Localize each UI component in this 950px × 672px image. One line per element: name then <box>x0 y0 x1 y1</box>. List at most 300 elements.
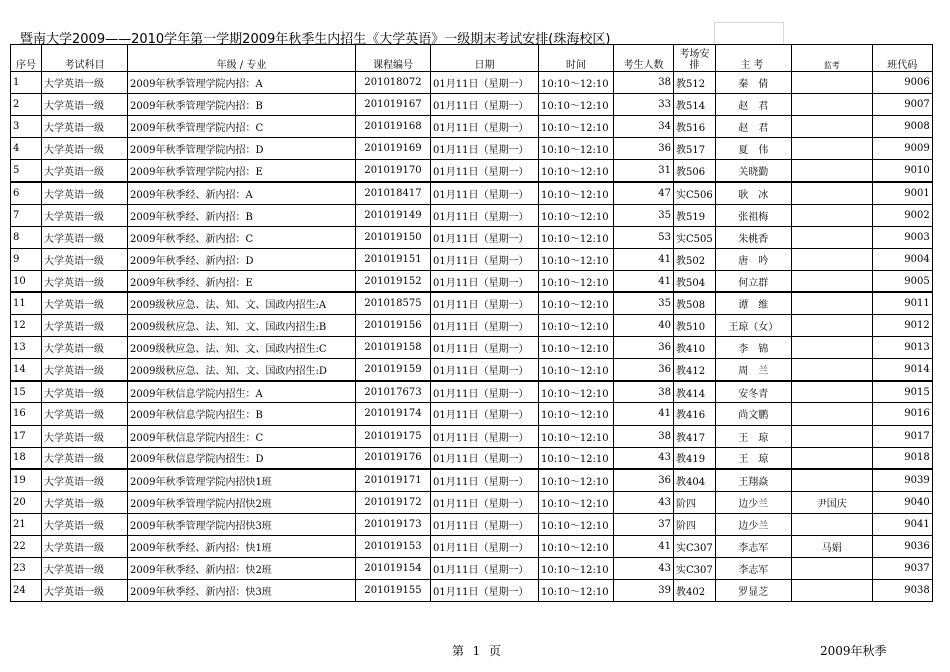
cell-date: 01月11日（星期一） <box>431 270 539 292</box>
cell-course-code: 201018417 <box>356 182 431 204</box>
cell-class-code: 9041 <box>872 513 932 535</box>
cell-supervisor: 秦 倩 <box>715 72 791 94</box>
cell-date: 01月11日（星期一） <box>431 491 539 513</box>
cell-course-code: 201019174 <box>356 403 431 425</box>
table-row <box>11 425 933 447</box>
cell-count: 41 <box>614 403 674 425</box>
cell-count: 38 <box>614 425 674 447</box>
cell-subject: 大学英语一级 <box>42 292 128 314</box>
cell-seq: 19 <box>11 469 42 491</box>
cell-course-code: 201019173 <box>356 513 431 535</box>
table-row <box>11 447 933 469</box>
cell-time: 10:10～12:10 <box>539 94 614 116</box>
cell-supervisor: 李志军 <box>715 535 791 557</box>
cell-time: 10:10～12:10 <box>539 226 614 248</box>
cell-class-code: 9015 <box>872 381 932 403</box>
cell-course-code: 201019167 <box>356 94 431 116</box>
cell-seq: 11 <box>11 292 42 314</box>
cell-course-code: 201019171 <box>356 469 431 491</box>
cell-subject: 大学英语一级 <box>42 248 128 270</box>
cell-room: 教514 <box>674 94 716 116</box>
cell-count: 40 <box>614 315 674 337</box>
cell-subject: 大学英语一级 <box>42 226 128 248</box>
cell-time: 10:10～12:10 <box>539 270 614 292</box>
cell-monitor <box>791 580 872 602</box>
cell-supervisor: 王 琼 <box>715 425 791 447</box>
cell-count: 47 <box>614 182 674 204</box>
cell-monitor <box>791 72 872 94</box>
cell-seq: 17 <box>11 425 42 447</box>
cell-supervisor: 李 锦 <box>715 337 791 359</box>
cell-course-code: 201019150 <box>356 226 431 248</box>
cell-seq: 5 <box>11 160 42 182</box>
cell-course-code: 201019172 <box>356 491 431 513</box>
cell-room: 教504 <box>674 270 716 292</box>
cell-major: 2009年秋季管理学院内招：A <box>128 72 356 94</box>
cell-time: 10:10～12:10 <box>539 160 614 182</box>
cell-room: 实C506 <box>674 182 716 204</box>
cell-time: 10:10～12:10 <box>539 315 614 337</box>
table-row <box>11 315 933 337</box>
cell-major: 2009年秋季管理学院内招：E <box>128 160 356 182</box>
cell-date: 01月11日（星期一） <box>431 425 539 447</box>
cell-major: 2009级秋应急、法、知、文、国政内招生:B <box>128 315 356 337</box>
cell-count: 41 <box>614 535 674 557</box>
cell-room: 教416 <box>674 403 716 425</box>
cell-class-code: 9003 <box>872 226 932 248</box>
cell-room: 教516 <box>674 116 716 138</box>
cell-monitor <box>791 359 872 381</box>
cell-major: 2009年秋季管理学院内招：C <box>128 116 356 138</box>
cell-course-code: 201019176 <box>356 447 431 469</box>
header-date: 日期 <box>431 45 539 72</box>
cell-count: 35 <box>614 204 674 226</box>
cell-monitor <box>791 248 872 270</box>
cell-count: 41 <box>614 270 674 292</box>
cell-date: 01月11日（星期一） <box>431 248 539 270</box>
cell-supervisor: 周 兰 <box>715 359 791 381</box>
cell-date: 01月11日（星期一） <box>431 447 539 469</box>
cell-count: 41 <box>614 248 674 270</box>
cell-room: 教414 <box>674 381 716 403</box>
cell-count: 36 <box>614 469 674 491</box>
cell-seq: 8 <box>11 226 42 248</box>
cell-count: 36 <box>614 337 674 359</box>
cell-time: 10:10～12:10 <box>539 248 614 270</box>
cell-subject: 大学英语一级 <box>42 513 128 535</box>
cell-time: 10:10～12:10 <box>539 469 614 491</box>
header-major: 年级 / 专业 <box>128 45 356 72</box>
cell-room: 教502 <box>674 248 716 270</box>
cell-room: 教506 <box>674 160 716 182</box>
cell-major: 2009年秋信息学院内招生：B <box>128 403 356 425</box>
cell-supervisor: 何立群 <box>715 270 791 292</box>
cell-date: 01月11日（星期一） <box>431 469 539 491</box>
table-row <box>11 469 933 491</box>
cell-course-code: 201019152 <box>356 270 431 292</box>
table-header-row <box>11 45 933 72</box>
cell-subject: 大学英语一级 <box>42 403 128 425</box>
cell-supervisor: 王 琼 <box>715 447 791 469</box>
cell-class-code: 9036 <box>872 535 932 557</box>
cell-room: 教519 <box>674 204 716 226</box>
cell-count: 43 <box>614 491 674 513</box>
cell-date: 01月11日（星期一） <box>431 315 539 337</box>
cell-subject: 大学英语一级 <box>42 425 128 447</box>
cell-time: 10:10～12:10 <box>539 337 614 359</box>
table-row <box>11 337 933 359</box>
table-row <box>11 116 933 138</box>
header-supervisor: 主考 <box>715 45 791 72</box>
cell-seq: 18 <box>11 447 42 469</box>
cell-course-code: 201019149 <box>356 204 431 226</box>
cell-room: 实C307 <box>674 558 716 580</box>
cell-count: 37 <box>614 513 674 535</box>
cell-supervisor: 耿 冰 <box>715 182 791 204</box>
cell-major: 2009级秋应急、法、知、文、国政内招生:A <box>128 292 356 314</box>
cell-supervisor: 边少兰 <box>715 513 791 535</box>
cell-date: 01月11日（星期一） <box>431 381 539 403</box>
cell-monitor <box>791 226 872 248</box>
table-row <box>11 72 933 94</box>
table-row <box>11 403 933 425</box>
cell-subject: 大学英语一级 <box>42 447 128 469</box>
cell-supervisor: 安冬青 <box>715 381 791 403</box>
cell-time: 10:10～12:10 <box>539 447 614 469</box>
cell-subject: 大学英语一级 <box>42 558 128 580</box>
cell-room: 实C307 <box>674 535 716 557</box>
cell-seq: 14 <box>11 359 42 381</box>
cell-room: 教510 <box>674 315 716 337</box>
header-seq: 序号 <box>11 45 42 72</box>
cell-seq: 4 <box>11 138 42 160</box>
cell-room: 实C505 <box>674 226 716 248</box>
cell-major: 2009年秋季管理学院内招快1班 <box>128 469 356 491</box>
cell-class-code: 9004 <box>872 248 932 270</box>
header-count: 考生人数 <box>614 45 674 72</box>
cell-date: 01月11日（星期一） <box>431 403 539 425</box>
table-row <box>11 270 933 292</box>
cell-time: 10:10～12:10 <box>539 580 614 602</box>
cell-major: 2009级秋应急、法、知、文、国政内招生:D <box>128 359 356 381</box>
cell-monitor <box>791 558 872 580</box>
cell-monitor <box>791 138 872 160</box>
cell-class-code: 9006 <box>872 72 932 94</box>
cell-major: 2009年秋季经、新内招：快1班 <box>128 535 356 557</box>
cell-time: 10:10～12:10 <box>539 292 614 314</box>
cell-class-code: 9011 <box>872 292 932 314</box>
cell-monitor <box>791 425 872 447</box>
table-row <box>11 535 933 557</box>
table-row <box>11 226 933 248</box>
cell-date: 01月11日（星期一） <box>431 204 539 226</box>
cell-date: 01月11日（星期一） <box>431 138 539 160</box>
cell-seq: 22 <box>11 535 42 557</box>
cell-major: 2009年秋季管理学院内招快3班 <box>128 513 356 535</box>
cell-major: 2009年秋季经、新内招：快3班 <box>128 580 356 602</box>
cell-class-code: 9013 <box>872 337 932 359</box>
table-row <box>11 513 933 535</box>
cell-class-code: 9001 <box>872 182 932 204</box>
cell-room: 阶四 <box>674 491 716 513</box>
cell-seq: 7 <box>11 204 42 226</box>
cell-monitor <box>791 381 872 403</box>
cell-major: 2009年秋季管理学院内招：D <box>128 138 356 160</box>
cell-course-code: 201019170 <box>356 160 431 182</box>
cell-monitor <box>791 116 872 138</box>
cell-subject: 大学英语一级 <box>42 491 128 513</box>
cell-date: 01月11日（星期一） <box>431 513 539 535</box>
cell-date: 01月11日（星期一） <box>431 535 539 557</box>
cell-date: 01月11日（星期一） <box>431 182 539 204</box>
cell-count: 43 <box>614 447 674 469</box>
cell-date: 01月11日（星期一） <box>431 72 539 94</box>
cell-seq: 10 <box>11 270 42 292</box>
cell-monitor: 马娟 <box>791 535 872 557</box>
cell-major: 2009年秋季经、新内招：A <box>128 182 356 204</box>
cell-supervisor: 张祖梅 <box>715 204 791 226</box>
cell-major: 2009年秋信息学院内招生：A <box>128 381 356 403</box>
table-row <box>11 558 933 580</box>
cell-supervisor: 夏 伟 <box>715 138 791 160</box>
table-row <box>11 160 933 182</box>
cell-seq: 15 <box>11 381 42 403</box>
empty-cell-box <box>714 22 784 45</box>
cell-class-code: 9005 <box>872 270 932 292</box>
cell-time: 10:10～12:10 <box>539 381 614 403</box>
header-time: 时间 <box>539 45 614 72</box>
cell-count: 36 <box>614 138 674 160</box>
cell-class-code: 9008 <box>872 116 932 138</box>
cell-monitor <box>791 315 872 337</box>
cell-subject: 大学英语一级 <box>42 315 128 337</box>
cell-supervisor: 李志军 <box>715 558 791 580</box>
cell-class-code: 9038 <box>872 580 932 602</box>
cell-class-code: 9037 <box>872 558 932 580</box>
cell-date: 01月11日（星期一） <box>431 94 539 116</box>
cell-class-code: 9016 <box>872 403 932 425</box>
cell-room: 教419 <box>674 447 716 469</box>
table-row <box>11 491 933 513</box>
table-row <box>11 359 933 381</box>
cell-class-code: 9018 <box>872 447 932 469</box>
cell-seq: 13 <box>11 337 42 359</box>
footer-term: 2009年秋季 <box>820 644 887 658</box>
cell-supervisor: 尚文鹏 <box>715 403 791 425</box>
cell-time: 10:10～12:10 <box>539 182 614 204</box>
cell-course-code: 201019159 <box>356 359 431 381</box>
cell-seq: 24 <box>11 580 42 602</box>
cell-count: 39 <box>614 580 674 602</box>
header-class-code: 班代码 <box>872 45 932 72</box>
table-row <box>11 182 933 204</box>
cell-seq: 12 <box>11 315 42 337</box>
cell-count: 34 <box>614 116 674 138</box>
cell-monitor <box>791 204 872 226</box>
cell-date: 01月11日（星期一） <box>431 226 539 248</box>
cell-seq: 16 <box>11 403 42 425</box>
cell-class-code: 9040 <box>872 491 932 513</box>
cell-date: 01月11日（星期一） <box>431 116 539 138</box>
cell-count: 35 <box>614 292 674 314</box>
cell-major: 2009年秋季管理学院内招快2班 <box>128 491 356 513</box>
cell-monitor <box>791 337 872 359</box>
table-row <box>11 138 933 160</box>
cell-count: 38 <box>614 72 674 94</box>
cell-supervisor: 谭 维 <box>715 292 791 314</box>
cell-class-code: 9014 <box>872 359 932 381</box>
cell-time: 10:10～12:10 <box>539 138 614 160</box>
cell-room: 教512 <box>674 72 716 94</box>
cell-course-code: 201018072 <box>356 72 431 94</box>
table-row <box>11 580 933 602</box>
cell-count: 43 <box>614 558 674 580</box>
table-row <box>11 204 933 226</box>
cell-monitor: 尹国庆 <box>791 491 872 513</box>
cell-major: 2009年秋季经、新内招：B <box>128 204 356 226</box>
cell-date: 01月11日（星期一） <box>431 160 539 182</box>
cell-time: 10:10～12:10 <box>539 204 614 226</box>
cell-date: 01月11日（星期一） <box>431 292 539 314</box>
cell-class-code: 9009 <box>872 138 932 160</box>
cell-course-code: 201017673 <box>356 381 431 403</box>
cell-major: 2009年秋季经、新内招：C <box>128 226 356 248</box>
cell-supervisor: 唐 吟 <box>715 248 791 270</box>
cell-monitor <box>791 513 872 535</box>
cell-monitor <box>791 160 872 182</box>
cell-room: 教412 <box>674 359 716 381</box>
cell-date: 01月11日（星期一） <box>431 580 539 602</box>
cell-time: 10:10～12:10 <box>539 359 614 381</box>
cell-course-code: 201019168 <box>356 116 431 138</box>
cell-room: 阶四 <box>674 513 716 535</box>
cell-supervisor: 边少兰 <box>715 491 791 513</box>
cell-course-code: 201018575 <box>356 292 431 314</box>
cell-class-code: 9039 <box>872 469 932 491</box>
cell-subject: 大学英语一级 <box>42 469 128 491</box>
cell-seq: 9 <box>11 248 42 270</box>
table-row <box>11 292 933 314</box>
cell-supervisor: 朱桃香 <box>715 226 791 248</box>
cell-supervisor: 关晓勤 <box>715 160 791 182</box>
cell-course-code: 201019158 <box>356 337 431 359</box>
header-course-code: 课程编号 <box>356 45 431 72</box>
cell-time: 10:10～12:10 <box>539 116 614 138</box>
cell-class-code: 9017 <box>872 425 932 447</box>
cell-count: 38 <box>614 381 674 403</box>
cell-subject: 大学英语一级 <box>42 116 128 138</box>
header-room: 考场安排 <box>674 45 716 72</box>
cell-monitor <box>791 94 872 116</box>
table-body <box>11 72 933 602</box>
cell-class-code: 9007 <box>872 94 932 116</box>
cell-course-code: 201019155 <box>356 580 431 602</box>
exam-schedule-table <box>10 44 933 602</box>
cell-count: 31 <box>614 160 674 182</box>
cell-course-code: 201019169 <box>356 138 431 160</box>
cell-count: 36 <box>614 359 674 381</box>
cell-room: 教402 <box>674 580 716 602</box>
cell-course-code: 201019151 <box>356 248 431 270</box>
cell-room: 教410 <box>674 337 716 359</box>
cell-time: 10:10～12:10 <box>539 72 614 94</box>
cell-seq: 6 <box>11 182 42 204</box>
cell-subject: 大学英语一级 <box>42 138 128 160</box>
cell-course-code: 201019175 <box>356 425 431 447</box>
cell-time: 10:10～12:10 <box>539 491 614 513</box>
cell-seq: 21 <box>11 513 42 535</box>
cell-subject: 大学英语一级 <box>42 535 128 557</box>
cell-count: 53 <box>614 226 674 248</box>
cell-course-code: 201019154 <box>356 558 431 580</box>
cell-monitor <box>791 403 872 425</box>
cell-count: 33 <box>614 94 674 116</box>
cell-supervisor: 王翔焱 <box>715 469 791 491</box>
cell-supervisor: 王琼（女） <box>715 315 791 337</box>
cell-major: 2009年秋季经、新内招：快2班 <box>128 558 356 580</box>
header-subject: 考试科目 <box>42 45 128 72</box>
page-title: 暨南大学2009——2010学年第一学期2009年秋季生内招生《大学英语》一级期末考试安排(珠海校区) <box>20 32 611 47</box>
header-monitor: 监考 <box>791 45 872 72</box>
table-row <box>11 94 933 116</box>
cell-monitor <box>791 270 872 292</box>
cell-room: 教517 <box>674 138 716 160</box>
cell-seq: 2 <box>11 94 42 116</box>
cell-subject: 大学英语一级 <box>42 72 128 94</box>
cell-time: 10:10～12:10 <box>539 513 614 535</box>
cell-major: 2009年秋信息学院内招生：D <box>128 447 356 469</box>
cell-major: 2009年秋季经、新内招：E <box>128 270 356 292</box>
cell-monitor <box>791 182 872 204</box>
cell-subject: 大学英语一级 <box>42 94 128 116</box>
cell-class-code: 9002 <box>872 204 932 226</box>
cell-supervisor: 赵 君 <box>715 94 791 116</box>
cell-seq: 20 <box>11 491 42 513</box>
cell-monitor <box>791 292 872 314</box>
cell-supervisor: 罗显芝 <box>715 580 791 602</box>
cell-class-code: 9010 <box>872 160 932 182</box>
cell-date: 01月11日（星期一） <box>431 558 539 580</box>
cell-class-code: 9012 <box>872 315 932 337</box>
cell-room: 教404 <box>674 469 716 491</box>
cell-subject: 大学英语一级 <box>42 580 128 602</box>
cell-subject: 大学英语一级 <box>42 204 128 226</box>
cell-major: 2009年秋信息学院内招生：C <box>128 425 356 447</box>
cell-subject: 大学英语一级 <box>42 359 128 381</box>
cell-major: 2009年秋季经、新内招：D <box>128 248 356 270</box>
cell-time: 10:10～12:10 <box>539 558 614 580</box>
cell-subject: 大学英语一级 <box>42 337 128 359</box>
table-row <box>11 381 933 403</box>
cell-seq: 3 <box>11 116 42 138</box>
page-number: 第 1 页 <box>452 644 504 658</box>
cell-course-code: 201019156 <box>356 315 431 337</box>
cell-major: 2009年秋季管理学院内招：B <box>128 94 356 116</box>
cell-subject: 大学英语一级 <box>42 160 128 182</box>
cell-date: 01月11日（星期一） <box>431 359 539 381</box>
cell-room: 教417 <box>674 425 716 447</box>
cell-subject: 大学英语一级 <box>42 381 128 403</box>
cell-seq: 1 <box>11 72 42 94</box>
cell-date: 01月11日（星期一） <box>431 337 539 359</box>
cell-major: 2009级秋应急、法、知、文、国政内招生:C <box>128 337 356 359</box>
cell-course-code: 201019153 <box>356 535 431 557</box>
cell-subject: 大学英语一级 <box>42 270 128 292</box>
cell-supervisor: 赵 君 <box>715 116 791 138</box>
table-row <box>11 248 933 270</box>
cell-monitor <box>791 447 872 469</box>
cell-time: 10:10～12:10 <box>539 425 614 447</box>
